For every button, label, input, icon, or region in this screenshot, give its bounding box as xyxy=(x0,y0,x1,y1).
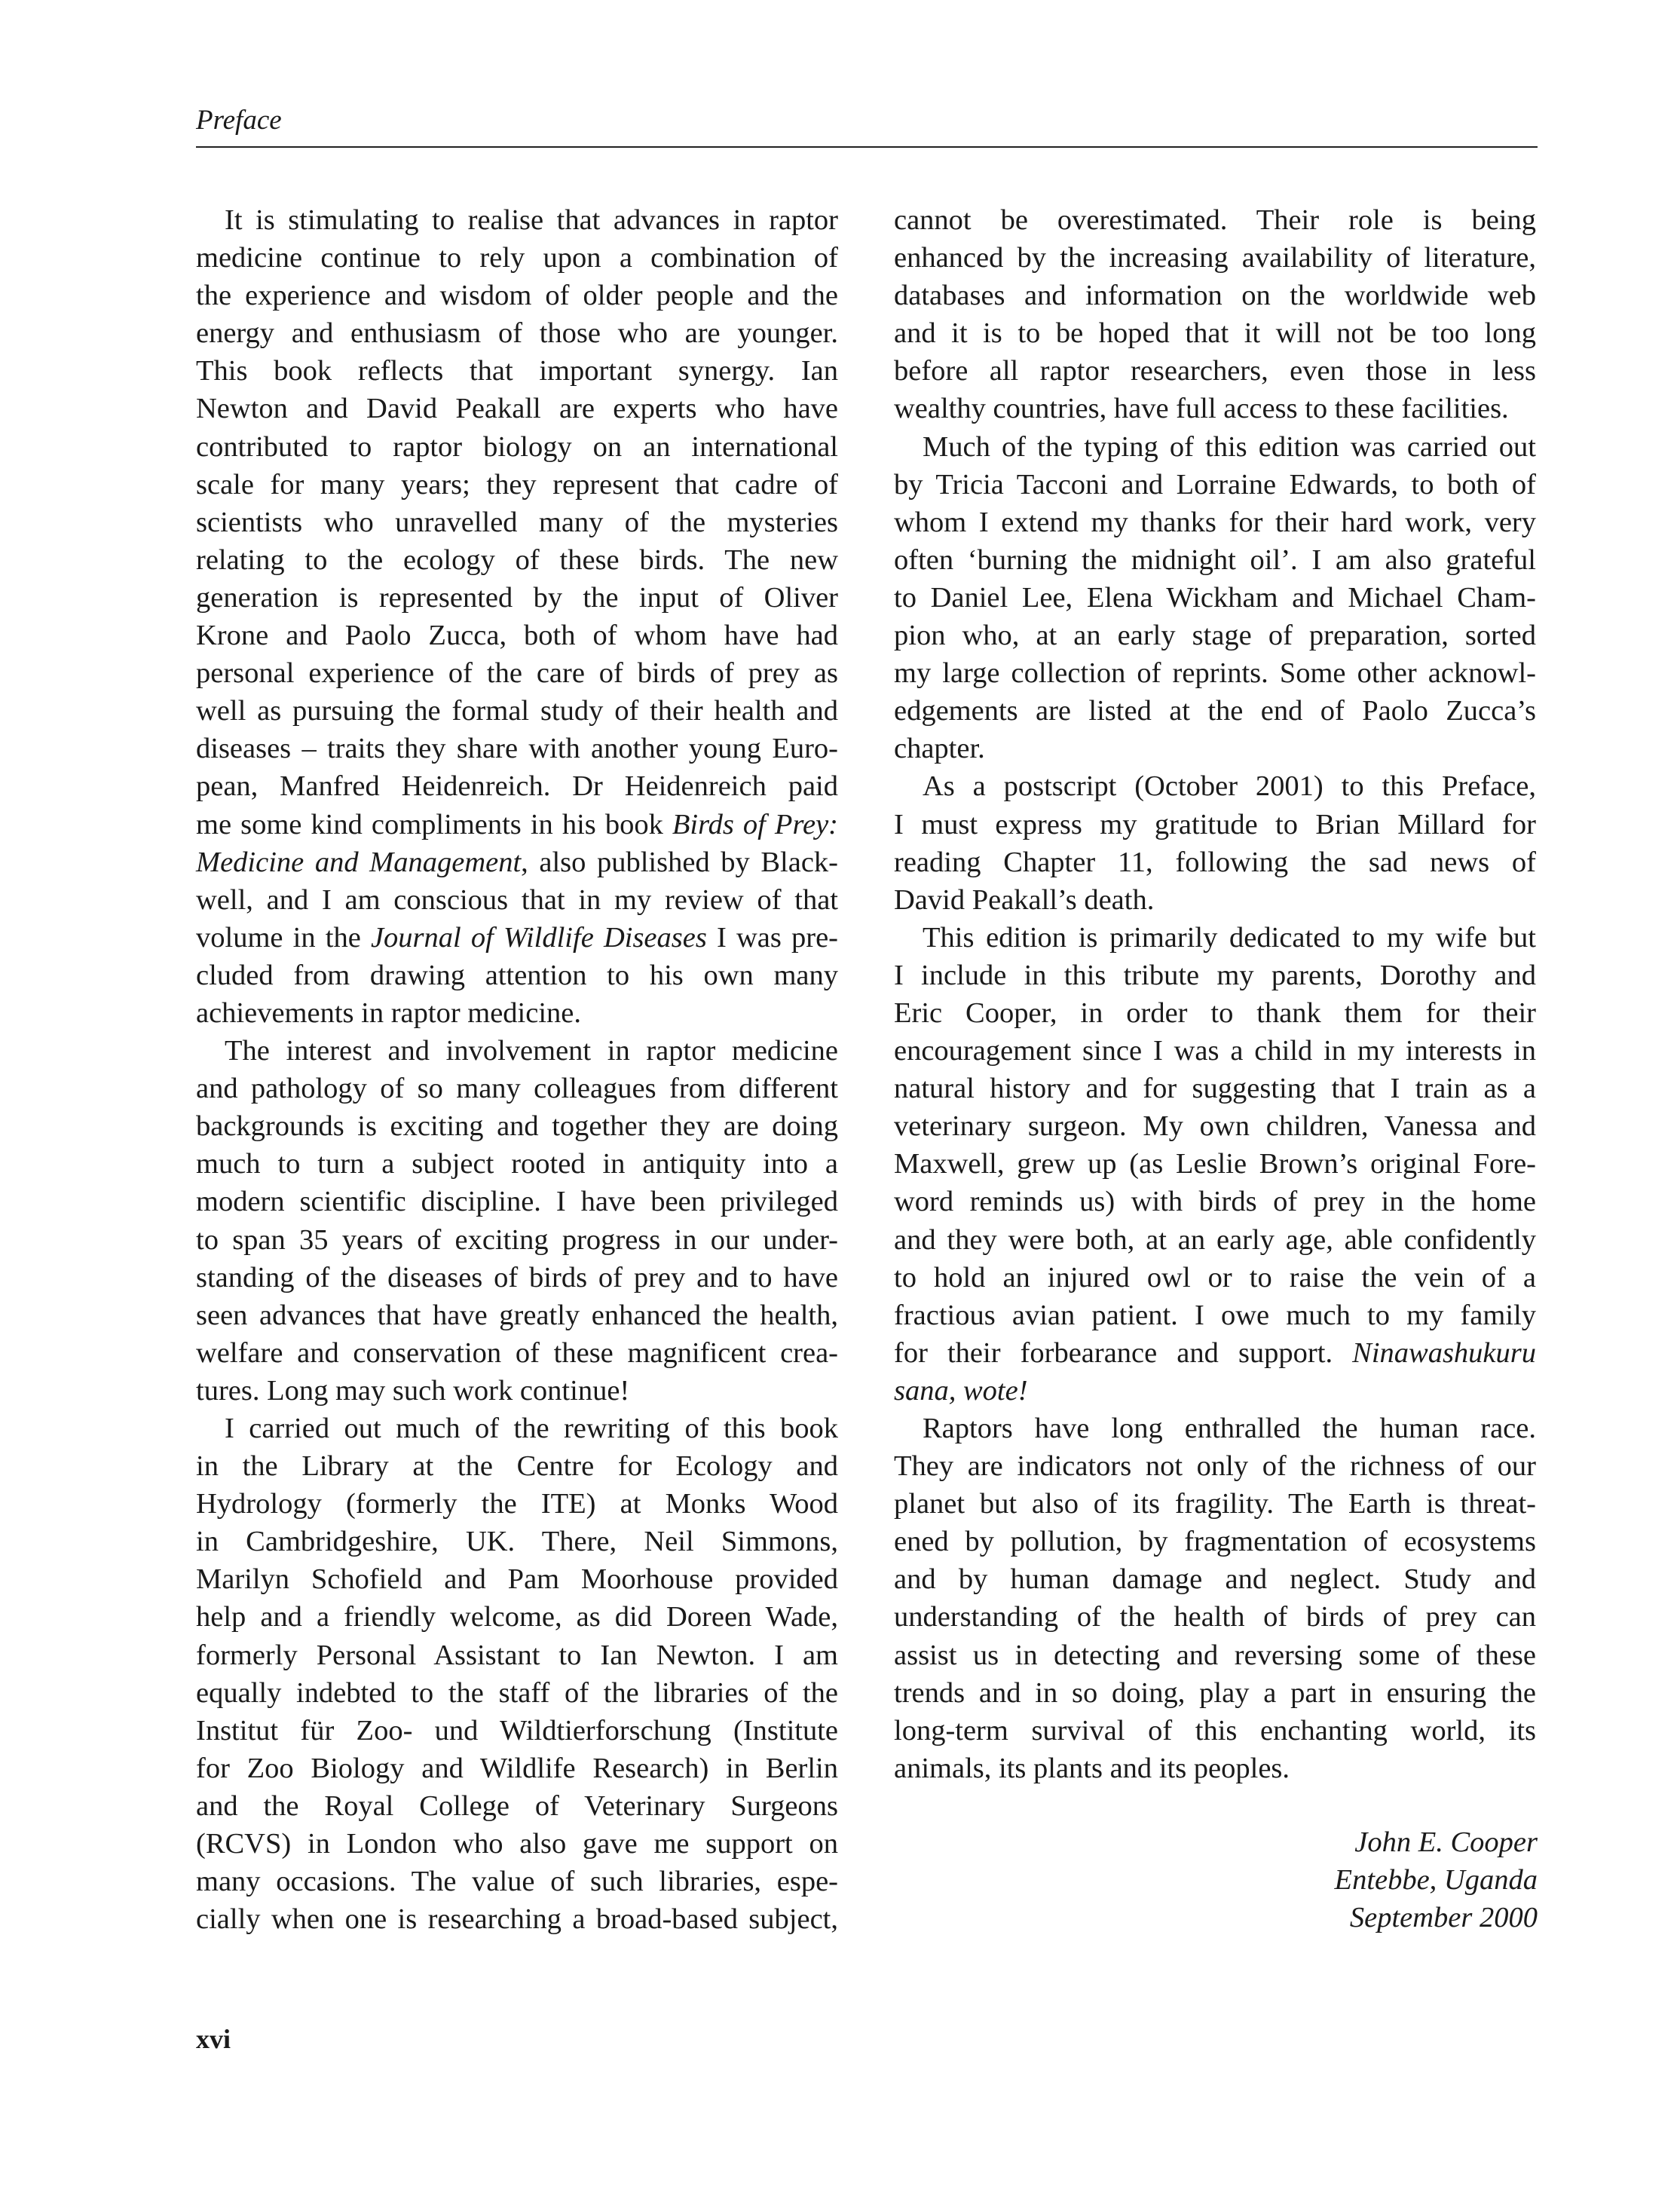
paragraph xyxy=(196,1410,838,1938)
text-segment: me some kind compliments in his book xyxy=(196,808,672,840)
text-line: seen advances that have greatly enhanced the health, xyxy=(196,1299,838,1331)
left-column xyxy=(196,201,838,1938)
signature-block xyxy=(1335,1823,1538,1936)
text-segment: I was pre- xyxy=(706,921,838,954)
text-segment: volume in the xyxy=(196,921,371,954)
text-line: whom I extend my thanks for their hard work, very xyxy=(894,506,1536,538)
text-line xyxy=(196,806,838,843)
italic-text: Journal of Wildlife Diseases xyxy=(370,921,707,954)
text-line: cluded from drawing attention to his own many xyxy=(196,959,838,991)
text-line: reading Chapter 11, following the sad news of xyxy=(894,846,1536,878)
italic-text: sana, wote! xyxy=(894,1374,1028,1407)
text-line: ened by pollution, by fragmentation of ecosystems xyxy=(894,1526,1536,1558)
italic-text: Birds of Prey: xyxy=(672,808,838,840)
text-line: to span 35 years of exciting progress in our under- xyxy=(196,1223,838,1256)
text-line: Institut für Zoo- und Wildtierforschung (Institute xyxy=(196,1714,838,1747)
text-line: much to turn a subject rooted in antiquity into a xyxy=(196,1148,838,1180)
text-line: tures. Long may such work continue! xyxy=(196,1374,630,1407)
text-line: relating to the ecology of these birds. The new xyxy=(196,543,838,576)
text-line xyxy=(894,1334,1536,1372)
text-line: fractious avian patient. I owe much to my family xyxy=(894,1299,1536,1331)
signature-place: Entebbe, Uganda xyxy=(1334,1864,1538,1897)
text-line: Eric Cooper, in order to thank them for their xyxy=(894,997,1536,1029)
text-line: cially when one is researching a broad-based subject, xyxy=(196,1903,838,1936)
text-line: assist us in detecting and reversing some of these xyxy=(894,1639,1536,1671)
text-line: and pathology of so many colleagues from different xyxy=(196,1073,838,1105)
text-line: Marilyn Schofield and Pam Moorhouse provided xyxy=(196,1563,838,1596)
text-line: medicine continue to rely upon a combination of xyxy=(196,242,838,274)
text-line: before all raptor researchers, even those in less xyxy=(894,355,1536,387)
text-line: pion who, at an early stage of preparation, sorted xyxy=(894,620,1536,652)
text-line: chapter. xyxy=(894,733,985,765)
text-line: veterinary surgeon. My own children, Vanessa and xyxy=(894,1110,1536,1143)
text-line: I carried out much of the rewriting of this book xyxy=(225,1413,838,1444)
text-line: to hold an injured owl or to raise the vein of a xyxy=(894,1261,1536,1294)
paragraph xyxy=(196,201,838,1032)
text-line: often ‘burning the midnight oil’. I am also grateful xyxy=(894,543,1536,576)
text-line: animals, its plants and its peoples. xyxy=(894,1752,1290,1784)
text-line: standing of the diseases of birds of prey and to have xyxy=(196,1261,838,1294)
signature-date: September 2000 xyxy=(1349,1902,1538,1934)
text-line: contributed to raptor biology on an international xyxy=(196,430,838,463)
text-line: modern scientific discipline. I have been privileged xyxy=(196,1186,838,1218)
text-line xyxy=(894,1372,1536,1410)
text-line: scientists who unravelled many of the mysteries xyxy=(196,506,838,538)
text-line: databases and information on the worldwide web xyxy=(894,280,1536,312)
text-line: energy and enthusiasm of those who are younger. xyxy=(196,317,838,350)
text-line: the experience and wisdom of older people and the xyxy=(196,280,838,312)
text-line: It is stimulating to realise that advances in raptor xyxy=(225,204,838,236)
text-line xyxy=(196,919,838,957)
text-line: and it is to be hoped that it will not be too long xyxy=(894,317,1536,350)
text-line: As a postscript (October 2001) to this Preface, xyxy=(923,770,1536,803)
text-line: by Tricia Tacconi and Lorraine Edwards, to both of xyxy=(894,468,1536,501)
text-segment: , also published by Black- xyxy=(521,846,838,878)
text-line: scale for many years; they represent that cadre of xyxy=(196,468,838,501)
text-line: help and a friendly welcome, as did Doreen Wade, xyxy=(196,1601,838,1633)
signature-name: John E. Cooper xyxy=(1354,1826,1538,1858)
text-line: for Zoo Biology and Wildlife Research) in Berlin xyxy=(196,1752,838,1784)
paragraph xyxy=(894,767,1536,918)
italic-text: Medicine and Management xyxy=(196,846,522,878)
right-column xyxy=(894,201,1536,1787)
text-line: to Daniel Lee, Elena Wickham and Michael Cham- xyxy=(894,581,1536,614)
text-line: many occasions. The value of such libraries, espe- xyxy=(196,1866,838,1898)
text-line xyxy=(196,843,838,881)
text-line: This edition is primarily dedicated to my wife but xyxy=(923,921,1536,954)
text-line: pean, Manfred Heidenreich. Dr Heidenreich paid xyxy=(196,770,838,803)
text-line: They are indicators not only of the richness of our xyxy=(894,1450,1536,1483)
text-line: edgements are listed at the end of Paolo Zucca’s xyxy=(894,695,1536,727)
text-line: in Cambridgeshire, UK. There, Neil Simmons, xyxy=(196,1526,838,1558)
text-line: Krone and Paolo Zucca, both of whom have had xyxy=(196,620,838,652)
text-line: achievements in raptor medicine. xyxy=(196,997,581,1029)
text-segment: for their forbearance and support. xyxy=(894,1336,1353,1369)
text-line: and they were both, at an early age, able confidently xyxy=(894,1223,1536,1256)
text-line: natural history and for suggesting that I train as a xyxy=(894,1073,1536,1105)
italic-text: Ninawashukuru xyxy=(1352,1336,1536,1369)
text-line: Much of the typing of this edition was carried out xyxy=(923,430,1536,463)
text-line: generation is represented by the input of Oliver xyxy=(196,581,838,614)
paragraph xyxy=(894,919,1536,1410)
paragraph xyxy=(196,1032,838,1410)
text-line: and the Royal College of Veterinary Surgeons xyxy=(196,1789,838,1822)
page-number: xvi xyxy=(196,2024,231,2054)
text-line: my large collection of reprints. Some other acknowl- xyxy=(894,657,1536,690)
paragraph xyxy=(894,201,1536,428)
text-line: The interest and involvement in raptor medicine xyxy=(225,1035,838,1067)
text-line: personal experience of the care of birds of prey as xyxy=(196,657,838,690)
text-line: equally indebted to the staff of the libraries of the xyxy=(196,1676,838,1709)
text-line: This book reflects that important synergy. Ian xyxy=(196,355,838,387)
text-line: well as pursuing the formal study of their health and xyxy=(196,695,838,727)
text-line: enhanced by the increasing availability of literature, xyxy=(894,242,1536,274)
text-line: David Peakall’s death. xyxy=(894,883,1155,916)
text-line: well, and I am conscious that in my review of that xyxy=(196,883,838,916)
text-line: I include in this tribute my parents, Dorothy and xyxy=(894,959,1536,991)
text-line: wealthy countries, have full access to these facilities. xyxy=(894,393,1509,425)
text-line: encouragement since I was a child in my interests in xyxy=(894,1035,1536,1067)
paragraph xyxy=(894,1410,1536,1787)
running-head: Preface xyxy=(196,105,282,136)
header-rule xyxy=(196,146,1538,148)
paragraph xyxy=(894,428,1536,768)
text-line: formerly Personal Assistant to Ian Newton. I am xyxy=(196,1639,838,1671)
text-line: long-term survival of this enchanting world, its xyxy=(894,1714,1536,1747)
text-line: Maxwell, grew up (as Leslie Brown’s original Fore- xyxy=(894,1148,1536,1180)
text-line: understanding of the health of birds of prey can xyxy=(894,1601,1536,1633)
text-line: cannot be overestimated. Their role is being xyxy=(894,204,1536,236)
text-line: diseases – traits they share with another young Euro- xyxy=(196,733,838,765)
text-line: Raptors have long enthralled the human race. xyxy=(923,1413,1536,1444)
text-line: word reminds us) with birds of prey in the home xyxy=(894,1186,1536,1218)
text-line: planet but also of its fragility. The Earth is threat- xyxy=(894,1488,1536,1520)
text-line: Hydrology (formerly the ITE) at Monks Wood xyxy=(196,1488,838,1520)
text-line: in the Library at the Centre for Ecology and xyxy=(196,1450,838,1483)
text-line: Newton and David Peakall are experts who have xyxy=(196,393,838,425)
text-line: and by human damage and neglect. Study and xyxy=(894,1563,1536,1596)
text-line: backgrounds is exciting and together they are doing xyxy=(196,1110,838,1143)
text-line: trends and in so doing, play a part in ensuring the xyxy=(894,1676,1536,1709)
text-line: welfare and conservation of these magnificent crea- xyxy=(196,1336,838,1369)
text-line: I must express my gratitude to Brian Millard for xyxy=(894,808,1536,840)
text-line: (RCVS) in London who also gave me support on xyxy=(196,1828,838,1860)
